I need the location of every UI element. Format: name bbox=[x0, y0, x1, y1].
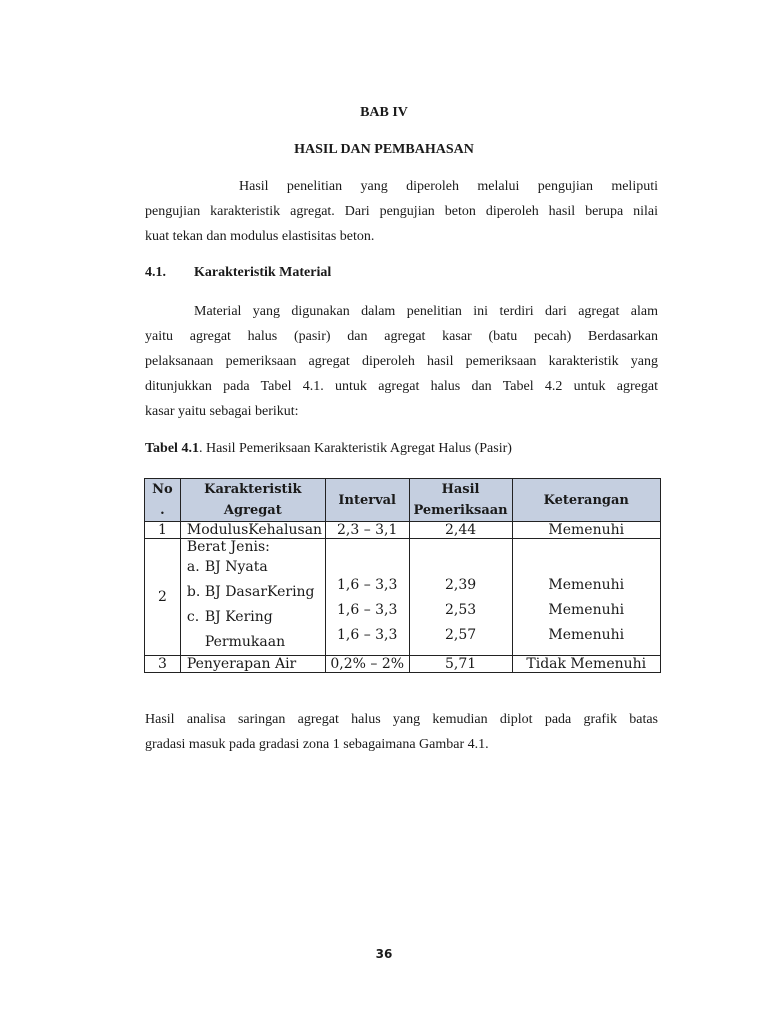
row2-item-b bbox=[187, 580, 325, 605]
material-paragraph bbox=[145, 299, 658, 424]
row2-item-c-marker: c. bbox=[186, 609, 200, 625]
row2-item-a-label: BJ Nyata bbox=[204, 559, 268, 575]
section-number: 4.1. bbox=[145, 265, 166, 280]
chapter-number: BAB IV bbox=[360, 105, 408, 120]
material-line: pelaksanaan pemeriksaan agregat diperoleh hasil pemeriksaan karakteristik yang bbox=[145, 354, 658, 369]
row3-no: 3 bbox=[145, 656, 181, 673]
analysis-paragraph bbox=[145, 707, 658, 757]
row1-keterangan: Memenuhi bbox=[512, 522, 660, 539]
section-heading bbox=[145, 265, 331, 281]
table-caption-label: Tabel 4.1 bbox=[145, 441, 199, 456]
row2-hasil bbox=[409, 539, 512, 656]
row2-item-a-marker: a. bbox=[186, 559, 200, 575]
row2-keterangan-a: Memenuhi bbox=[548, 577, 625, 593]
intro-paragraph bbox=[145, 174, 658, 249]
characteristics-table bbox=[144, 478, 661, 673]
row2-hasil-c: 2,57 bbox=[444, 627, 477, 643]
header-karakteristik-line1: Karakteristik bbox=[204, 482, 302, 497]
row2-item-b-marker: b. bbox=[186, 584, 201, 600]
header-karakteristik-line2: Agregat bbox=[223, 503, 282, 518]
row1-hasil: 2,44 bbox=[409, 522, 512, 539]
row1-karakteristik: ModulusKehalusan bbox=[180, 522, 325, 539]
row1-interval: 2,3 – 3,1 bbox=[325, 522, 409, 539]
row3-keterangan: Tidak Memenuhi bbox=[512, 656, 660, 673]
section-title: Karakteristik Material bbox=[194, 265, 332, 280]
material-line: kasar yaitu sebagai berikut: bbox=[145, 404, 299, 419]
row2-interval bbox=[325, 539, 409, 656]
row2-item-b-label: BJ DasarKering bbox=[204, 584, 315, 600]
row2-karakteristik bbox=[180, 539, 325, 656]
material-line: Material yang digunakan dalam penelitian ini terdiri dari agregat alam bbox=[194, 304, 658, 319]
table-header-row bbox=[145, 479, 661, 522]
row2-item-c-label: BJ Kering bbox=[204, 609, 273, 625]
row2-keterangan-b: Memenuhi bbox=[548, 602, 625, 618]
row2-title: Berat Jenis: bbox=[186, 539, 270, 555]
table-caption-text: . Hasil Pemeriksaan Karakteristik Agregat Halus (Pasir) bbox=[198, 441, 512, 456]
row2-item-c-cont: Permukaan bbox=[204, 634, 286, 650]
row2-item-c bbox=[187, 605, 325, 630]
material-line: yaitu agregat halus (pasir) dan agregat kasar (batu pecah) Berdasarkan bbox=[145, 329, 658, 344]
row3-interval: 0,2% – 2% bbox=[325, 656, 409, 673]
material-line: ditunjukkan pada Tabel 4.1. untuk agregat halus dan Tabel 4.2 untuk agregat bbox=[145, 379, 658, 394]
header-hasil-line1: Hasil bbox=[441, 482, 480, 497]
header-no-line2: . bbox=[160, 503, 165, 518]
header-karakteristik bbox=[180, 479, 325, 522]
table-row bbox=[145, 522, 661, 539]
header-hasil-line2: Pemeriksaan bbox=[413, 503, 508, 518]
row2-keterangan-c: Memenuhi bbox=[548, 627, 625, 643]
header-no-line1: No bbox=[152, 482, 173, 497]
intro-line: kuat tekan dan modulus elastisitas beton. bbox=[145, 229, 375, 244]
header-hasil bbox=[409, 479, 512, 522]
row2-no: 2 bbox=[145, 539, 181, 656]
row2-interval-b: 1,6 – 3,3 bbox=[336, 602, 398, 618]
row3-karakteristik: Penyerapan Air bbox=[180, 656, 325, 673]
intro-line: Hasil penelitian yang diperoleh melalui pengujian meliputi bbox=[239, 179, 658, 194]
row2-item-a bbox=[187, 555, 325, 580]
row1-no: 1 bbox=[145, 522, 181, 539]
row2-hasil-a: 2,39 bbox=[444, 577, 477, 593]
row2-item-c-continued bbox=[187, 630, 325, 655]
row2-interval-a: 1,6 – 3,3 bbox=[336, 577, 398, 593]
table-row bbox=[145, 656, 661, 673]
intro-line: pengujian karakteristik agregat. Dari pengujian beton diperoleh hasil berupa nilai bbox=[145, 204, 658, 219]
header-keterangan: Keterangan bbox=[512, 479, 660, 522]
page-number: 36 bbox=[375, 947, 393, 961]
row2-hasil-b: 2,53 bbox=[444, 602, 477, 618]
table-caption bbox=[145, 441, 512, 457]
table-row bbox=[145, 539, 661, 656]
header-no bbox=[145, 479, 181, 522]
row2-keterangan bbox=[512, 539, 660, 656]
row3-hasil: 5,71 bbox=[409, 656, 512, 673]
analysis-line: Hasil analisa saringan agregat halus yang kemudian diplot pada grafik batas bbox=[145, 712, 658, 727]
header-interval: Interval bbox=[325, 479, 409, 522]
row2-interval-c: 1,6 – 3,3 bbox=[336, 627, 398, 643]
analysis-line: gradasi masuk pada gradasi zona 1 sebagaimana Gambar 4.1. bbox=[145, 737, 489, 752]
chapter-title: HASIL DAN PEMBAHASAN bbox=[294, 142, 474, 157]
